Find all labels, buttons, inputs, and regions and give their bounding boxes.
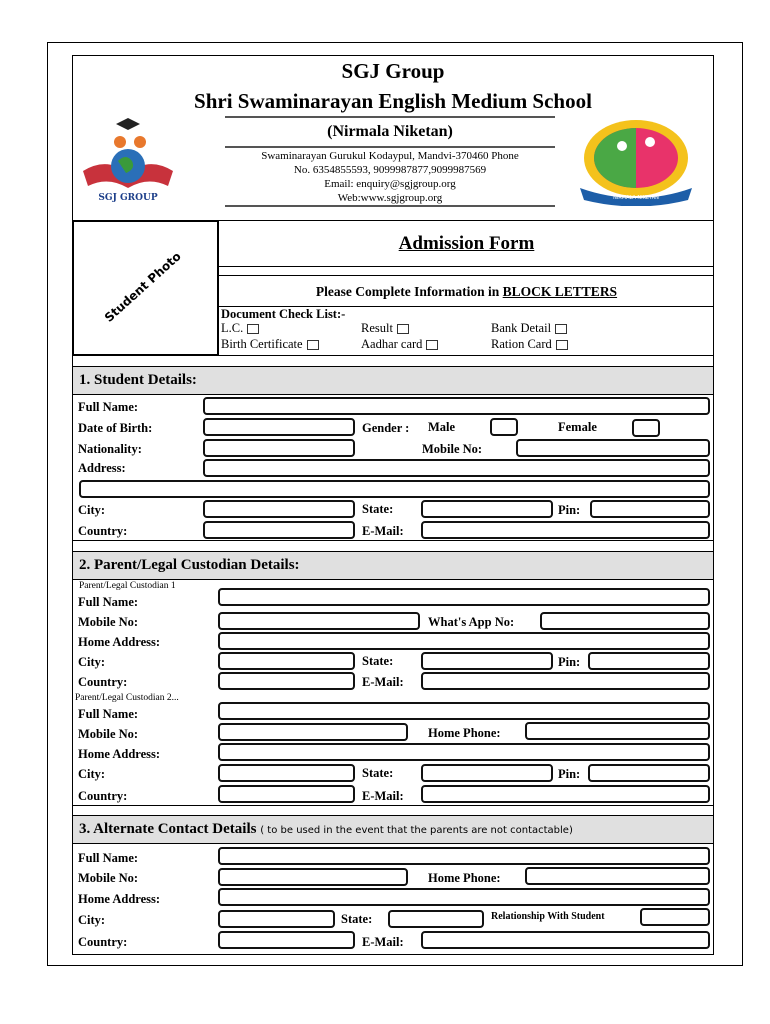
- email-input[interactable]: [421, 521, 710, 539]
- p1-pin-input[interactable]: [588, 652, 710, 670]
- p1-address-input[interactable]: [218, 632, 710, 650]
- label: Mobile No:: [422, 442, 483, 456]
- custodian-2-label: Parent/Legal Custodian 2...: [75, 693, 179, 703]
- label: Male: [428, 420, 456, 434]
- divider: [225, 146, 555, 148]
- label: Home Address:: [78, 747, 161, 761]
- nationality-input[interactable]: [203, 439, 355, 457]
- svg-text:NIRMALA NIKETAN: NIRMALA NIKETAN: [613, 195, 659, 201]
- label: E-Mail:: [362, 524, 404, 538]
- checklist-title: Document Check List:-: [221, 307, 346, 321]
- label: Country:: [78, 524, 128, 538]
- country-input[interactable]: [203, 521, 355, 539]
- divider: [225, 205, 555, 207]
- label: E-Mail:: [362, 675, 404, 689]
- male-checkbox[interactable]: [490, 418, 518, 436]
- web-line: Web:www.sgjgroup.org: [337, 192, 443, 204]
- phone-line: No. 6354855593, 9099987877,9099987569: [293, 164, 487, 176]
- p1-city-input[interactable]: [218, 652, 355, 670]
- label: Gender :: [362, 421, 410, 435]
- alt-mobile-input[interactable]: [218, 868, 408, 886]
- label: Full Name:: [78, 851, 139, 865]
- section-title-text: 3. Alternate Contact Details: [79, 821, 257, 837]
- p1-country-input[interactable]: [218, 672, 355, 690]
- label: Country:: [78, 675, 128, 689]
- label: Full Name:: [78, 707, 139, 721]
- alt-country-input[interactable]: [218, 931, 355, 949]
- p2-country-input[interactable]: [218, 785, 355, 803]
- checkbox[interactable]: [397, 324, 409, 334]
- label: E-Mail:: [362, 789, 404, 803]
- student-full-name-input[interactable]: [203, 397, 710, 415]
- label: City:: [78, 503, 106, 517]
- section-title: [72, 815, 714, 844]
- label: Relationship With Student: [491, 911, 605, 922]
- checklist-lc[interactable]: [221, 321, 259, 336]
- label: Pin:: [558, 767, 581, 781]
- alt-address-input[interactable]: [218, 888, 710, 906]
- label: City:: [78, 767, 106, 781]
- label: Country:: [78, 789, 128, 803]
- address-block: [225, 149, 555, 205]
- label: Female: [558, 420, 597, 434]
- p2-mobile-input[interactable]: [218, 723, 408, 741]
- checklist-label: L.C.: [221, 321, 244, 335]
- label: State:: [362, 654, 394, 668]
- label: State:: [362, 766, 394, 780]
- city-input[interactable]: [203, 500, 355, 518]
- checklist-bank-detail[interactable]: [491, 321, 567, 336]
- p1-email-input[interactable]: [421, 672, 710, 690]
- checklist-label: Bank Detail: [491, 321, 552, 335]
- label: City:: [78, 913, 106, 927]
- pin-input[interactable]: [590, 500, 710, 518]
- checkbox[interactable]: [555, 324, 567, 334]
- checkbox[interactable]: [556, 340, 568, 350]
- alt-state-input[interactable]: [388, 910, 484, 928]
- checklist-label: Aadhar card: [361, 337, 423, 351]
- p1-whatsapp-input[interactable]: [540, 612, 710, 630]
- label: Mobile No:: [78, 727, 139, 741]
- p2-address-input[interactable]: [218, 743, 710, 761]
- label: Country:: [78, 935, 128, 949]
- label: What's App No:: [428, 615, 515, 629]
- section-note: ( to be used in the event that the parents are not contactable): [260, 825, 573, 836]
- checklist-label: Result: [361, 321, 393, 335]
- svg-text:SGJ GROUP: SGJ GROUP: [98, 193, 158, 203]
- label: E-Mail:: [362, 935, 404, 949]
- label: Mobile No:: [78, 871, 139, 885]
- label: City:: [78, 655, 106, 669]
- label: Date of Birth:: [78, 421, 153, 435]
- checklist-aadhar-card[interactable]: [361, 337, 438, 352]
- checkbox[interactable]: [426, 340, 438, 350]
- address-line: Swaminarayan Gurukul Kodaypul, Mandvi-370460 Phone: [261, 150, 519, 162]
- checklist-ration-card[interactable]: [491, 337, 568, 352]
- email-line: Email: enquiry@sgjgroup.org: [324, 178, 456, 190]
- p2-city-input[interactable]: [218, 764, 355, 782]
- label: Home Address:: [78, 892, 161, 906]
- alt-city-input[interactable]: [218, 910, 335, 928]
- p2-email-input[interactable]: [421, 785, 710, 803]
- section-title: 1. Student Details:: [72, 366, 714, 395]
- label: Nationality:: [78, 442, 142, 456]
- checkbox[interactable]: [247, 324, 259, 334]
- p2-pin-input[interactable]: [588, 764, 710, 782]
- checklist-result[interactable]: [361, 321, 409, 336]
- alt-full-name-input[interactable]: [218, 847, 710, 865]
- address-input-1[interactable]: [203, 459, 710, 477]
- label: State:: [341, 912, 373, 926]
- school-name: Shri Swaminarayan English Medium School: [194, 89, 592, 113]
- form-title: Admission Form: [398, 233, 535, 254]
- p1-mobile-input[interactable]: [218, 612, 420, 630]
- p2-home-phone-input[interactable]: [525, 722, 710, 740]
- divider: [219, 266, 714, 276]
- label: Home Address:: [78, 635, 161, 649]
- school-logo: [570, 118, 702, 206]
- sgj-logo: [78, 116, 178, 204]
- checklist-label: Ration Card: [491, 337, 552, 351]
- student-photo-box[interactable]: [72, 220, 219, 356]
- checkbox[interactable]: [307, 340, 319, 350]
- alt-home-phone-input[interactable]: [525, 867, 710, 885]
- p2-state-input[interactable]: [421, 764, 553, 782]
- label: Home Phone:: [428, 871, 501, 885]
- p2-full-name-input[interactable]: [218, 702, 710, 720]
- instruction: [219, 284, 714, 300]
- label: Full Name:: [78, 400, 139, 414]
- photo-label: Student Photo: [101, 249, 184, 325]
- custodian-1-label: Parent/Legal Custodian 1: [79, 581, 176, 591]
- alt-email-input[interactable]: [421, 931, 710, 949]
- state-input[interactable]: [421, 500, 553, 518]
- checklist-birth-certificate[interactable]: [221, 337, 319, 352]
- label: Home Phone:: [428, 726, 501, 740]
- dob-input[interactable]: [203, 418, 355, 436]
- label: Pin:: [558, 503, 581, 517]
- female-checkbox[interactable]: [632, 419, 660, 437]
- student-mobile-input[interactable]: [516, 439, 710, 457]
- group-name: SGJ Group: [341, 59, 445, 83]
- p1-state-input[interactable]: [421, 652, 553, 670]
- label: Mobile No:: [78, 615, 139, 629]
- divider: [225, 116, 555, 118]
- label: Full Name:: [78, 595, 139, 609]
- checklist-label: Birth Certificate: [221, 337, 303, 351]
- label: State:: [362, 502, 394, 516]
- school-subtitle: (Nirmala Niketan): [327, 123, 453, 140]
- section-title: 2. Parent/Legal Custodian Details:: [72, 551, 714, 580]
- instruction-text: Please Complete Information in: [315, 284, 503, 299]
- label: Address:: [78, 461, 126, 475]
- instruction-emphasis: BLOCK LETTERS: [502, 284, 618, 299]
- label: Pin:: [558, 655, 581, 669]
- address-input-2[interactable]: [79, 480, 710, 498]
- relationship-input[interactable]: [640, 908, 710, 926]
- p1-full-name-input[interactable]: [218, 588, 710, 606]
